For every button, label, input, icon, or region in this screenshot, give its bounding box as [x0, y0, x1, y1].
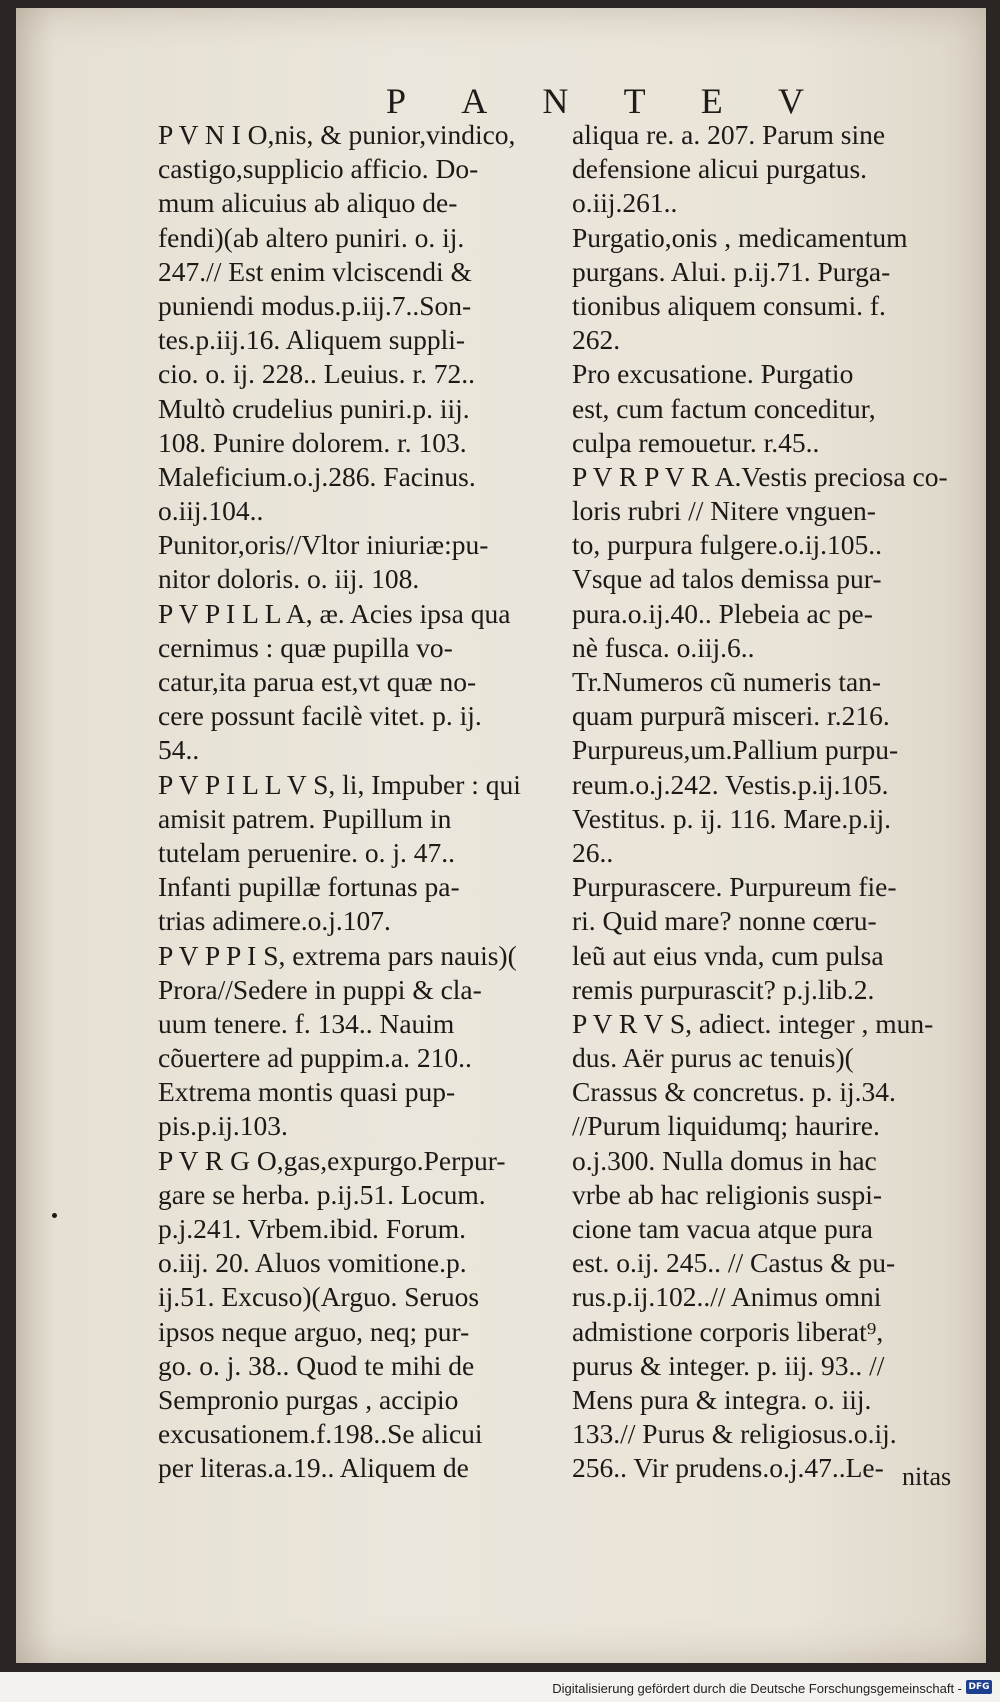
text-line: gare se herba. p.ij.51. Locum. [158, 1178, 486, 1210]
text-line: 247.// Est enim vlciscendi & [158, 255, 472, 287]
text-line: Purgatio,onis , medicamentum [572, 221, 908, 253]
running-head-letter: A [461, 81, 490, 121]
text-line: culpa remouetur. r.45.. [572, 426, 820, 458]
text-line: cernimus : quæ pupilla vo- [158, 631, 453, 663]
running-head-letter: E [700, 81, 725, 121]
text-line: nitor doloris. o. iij. 108. [158, 563, 420, 595]
text-line: excusationem.f.198..Se alicui [158, 1418, 483, 1450]
text-line: pis.p.ij.103. [158, 1110, 288, 1142]
text-line: castigo,supplicio afficio. Do- [158, 153, 479, 185]
text-line: Multò crudelius puniri.p. iij. [158, 392, 470, 424]
text-line: Tr.Numeros cũ numeris tan- [572, 666, 882, 697]
text-line: pura.o.ij.40.. Plebeia ac pe- [572, 597, 873, 629]
left-column [158, 118, 566, 1486]
dfg-logo: DFG [966, 1680, 992, 1694]
text-line: puniendi modus.p.iij.7..Son- [158, 289, 472, 321]
text-line: ij.51. Excuso)(Arguo. Seruos [158, 1281, 480, 1313]
text-line: Prora//Sedere in puppi & cla- [158, 973, 482, 1005]
text-line: ipsos neque arguo, neq; pur- [158, 1315, 470, 1347]
text-line: Extrema montis quasi pup- [158, 1076, 456, 1108]
text-line: amisit patrem. Pupillum in [158, 802, 452, 834]
text-line: 256.. Vir prudens.o.j.47..Le- [572, 1452, 884, 1484]
text-line: defensione alicui purgatus. [572, 153, 868, 185]
ink-speck [52, 1213, 57, 1218]
text-line: to, purpura fulgere.o.ij.105.. [572, 529, 883, 561]
text-line: mum alicuius ab aliquo de- [158, 187, 458, 219]
text-line: p.j.241. Vrbem.ibid. Forum. [158, 1213, 466, 1244]
right-column [572, 118, 972, 1486]
text-line: fendi)(ab altero puniri. o. ij. [158, 221, 465, 253]
text-line: uum tenere. f. 134.. Nauim [158, 1007, 455, 1039]
text-line: 133.// Purus & religiosus.o.ij. [572, 1418, 897, 1450]
text-line: loris rubri // Nitere vnguen- [572, 495, 876, 527]
text-line: go. o. j. 38.. Quod te mihi de [158, 1349, 475, 1381]
text-line: aliqua re. a. 207. Parum sine [572, 119, 886, 150]
text-line: quam purpurã misceri. r.216. [572, 700, 890, 732]
text-line: Vestitus. p. ij. 116. Mare.p.ij. [572, 802, 892, 834]
text-line: tes.p.iij.16. Aliquem suppli- [158, 324, 466, 356]
text-line: o.iij.261.. [572, 187, 678, 219]
text-line: rus.p.ij.102..// Animus omni [572, 1281, 882, 1313]
text-line: Mens pura & integra. o. iij. [572, 1383, 872, 1415]
text-line: tionibus aliquem consumi. f. [572, 289, 886, 321]
text-line: Pro excusatione. Purgatio [572, 358, 854, 390]
text-line: leũ aut eius vnda, cum pulsa [572, 939, 884, 971]
text-line: catur,ita parua est,vt quæ no- [158, 666, 477, 697]
text-line: trias adimere.o.j.107. [158, 905, 391, 937]
text-line: purus & integer. p. iij. 93.. // [572, 1349, 885, 1381]
running-head-letter: P [386, 81, 409, 121]
text-line: ri. Quid mare? nonne cœru- [572, 905, 877, 937]
text-line: Crassus & concretus. p. ij.34. [572, 1076, 896, 1108]
text-line: est. o.ij. 245.. // Castus & pu- [572, 1247, 896, 1279]
text-line: 262. [572, 324, 621, 356]
text-line: dus. Aër purus ac tenuis)( [572, 1042, 854, 1074]
running-head-letter: V [777, 81, 806, 121]
text-line: Vsque ad talos demissa pur- [572, 563, 882, 595]
text-line: 26.. [572, 836, 614, 868]
text-line: Sempronio purgas , accipio [158, 1383, 459, 1415]
text-line: 54.. [158, 734, 200, 766]
text-line: cere possunt facilè vitet. p. ij. [158, 700, 482, 732]
text-line: admistione corporis liberat⁹, [572, 1315, 884, 1347]
text-line: o.iij. 20. Aluos vomitione.p. [158, 1247, 467, 1279]
text-line: o.iij.104.. [158, 495, 264, 527]
text-line: cione tam vacua atque pura [572, 1213, 873, 1244]
text-line: Punitor,oris//Vltor iniuriæ:pu- [158, 529, 489, 561]
text-line: nè fusca. o.iij.6.. [572, 631, 755, 663]
text-line: P V P P I S, extrema pars nauis)( [158, 939, 517, 971]
text-line: //Purum liquidumq; haurire. [572, 1110, 880, 1142]
text-line: o.j.300. Nulla domus in hac [572, 1144, 877, 1176]
running-head [386, 80, 806, 122]
catchword: nitas [902, 1462, 952, 1491]
text-line: cõuertere ad puppim.a. 210.. [158, 1042, 472, 1074]
text-line: Purpurascere. Purpureum fie- [572, 871, 897, 903]
text-line: Infanti pupillæ fortunas pa- [158, 871, 460, 903]
text-line: remis purpurascit? p.j.lib.2. [572, 973, 875, 1005]
text-line: P V R V S, adiect. integer , mun- [572, 1007, 934, 1039]
text-line: P V P I L L V S, li, Impuber : qui [158, 768, 521, 800]
text-line: cio. o. ij. 228.. Leuius. r. 72.. [158, 358, 475, 390]
text-line: vrbe ab hac religionis suspi- [572, 1178, 883, 1210]
text-line: Maleficium.o.j.286. Facinus. [158, 460, 476, 492]
text-line: purgans. Alui. p.ij.71. Purga- [572, 255, 891, 287]
text-line: Purpureus,um.Pallium purpu- [572, 734, 899, 766]
text-line: P V P I L L A, æ. Acies ipsa qua [158, 597, 511, 629]
text-line: per literas.a.19.. Aliquem de [158, 1452, 469, 1484]
text-line: reum.o.j.242. Vestis.p.ij.105. [572, 768, 889, 800]
text-line: est, cum factum conceditur, [572, 392, 876, 424]
digitization-footer [0, 1672, 1000, 1702]
running-head-letter: N [542, 81, 571, 121]
running-head-letter: T [623, 81, 648, 121]
text-line: P V N I O,nis, & punior,vindico, [158, 119, 516, 150]
text-line: P V R G O,gas,expurgo.Perpur- [158, 1144, 506, 1176]
funding-credit: Digitalisierung gefördert durch die Deutsche Forschungsgemeinschaft - [552, 1681, 962, 1696]
text-line: 108. Punire dolorem. r. 103. [158, 426, 467, 458]
text-line: P V R P V R A.Vestis preciosa co- [572, 460, 948, 492]
text-line: tutelam peruenire. o. j. 47.. [158, 836, 456, 868]
